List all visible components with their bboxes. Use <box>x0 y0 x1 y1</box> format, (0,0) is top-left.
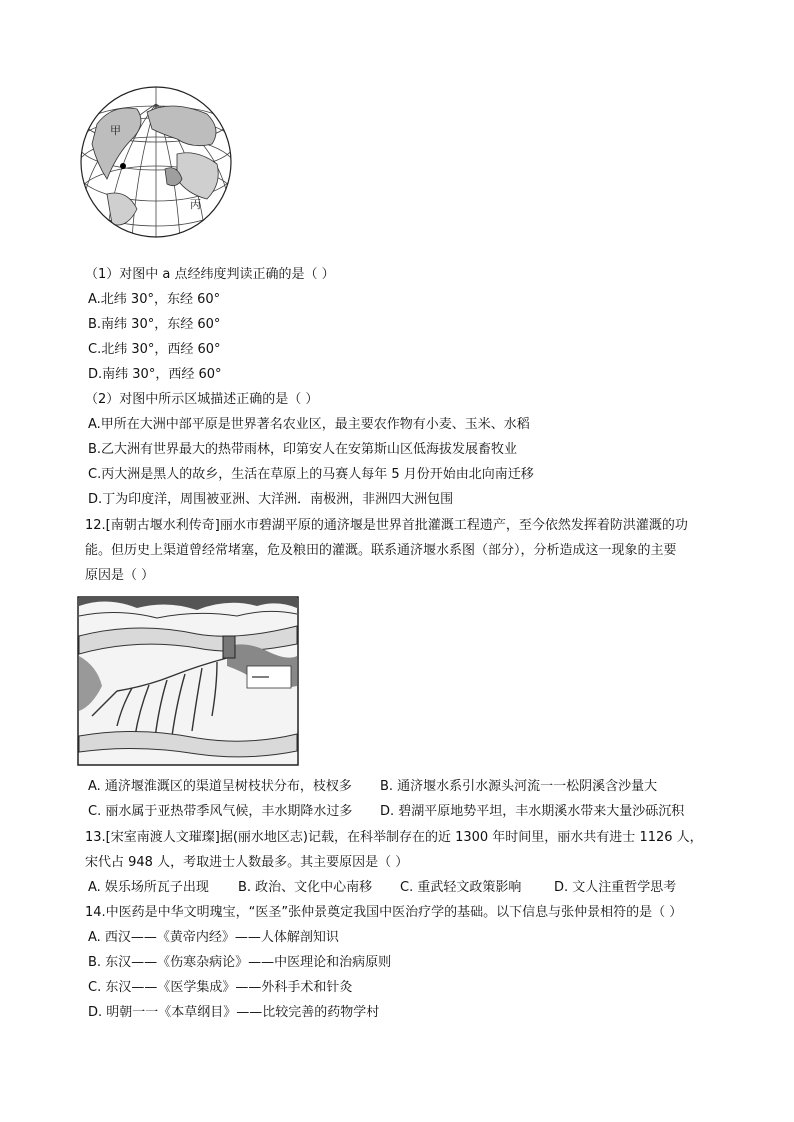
q11-sub2-option-b[interactable]: B.乙大洲有世界最大的热带雨林，印第安人在安第斯山区低海拔发展畜牧业 <box>88 442 518 457</box>
tongji-weir-water-system-map <box>77 596 299 766</box>
globe-label-jia: 甲 <box>110 124 121 137</box>
q12-option-c[interactable]: C. 丽水属于亚热带季风气候，丰水期降水过多 <box>88 804 353 819</box>
q11-sub2-question: （2）对图中所示区城描述正确的是（ ） <box>85 392 319 407</box>
q13-option-d[interactable]: D. 文人注重哲学思考 <box>554 880 677 895</box>
q14-option-c[interactable]: C. 东汉——《医学集成》——外科手术和针灸 <box>88 980 353 995</box>
q12-options-row2 <box>88 803 718 821</box>
q14-option-d[interactable]: D. 明朝一一《本草纲目》——比较完善的药物学村 <box>88 1005 380 1020</box>
q11-sub2-option-a[interactable]: A.甲所在大洲中部平原是世界著名农业区，最主要农作物有小麦、玉米、水稻 <box>88 417 530 432</box>
q13-stem-line2: 宋代占 948 人，考取进士人数最多。其主要原因是（ ） <box>85 855 409 870</box>
q13-option-b[interactable]: B. 政治、文化中心南移 <box>238 880 373 895</box>
q12-options-row1 <box>88 778 718 796</box>
q13-stem-line1: 13.[宋室南渡人文璀璨]据(丽水地区志)记载，在科举制存在的近 1300 年时间里，丽水共有进士 1126 人， <box>85 830 703 845</box>
globe-map-figure <box>77 84 235 240</box>
q14-option-a[interactable]: A. 西汉——《黄帝内经》——人体解剖知识 <box>88 930 339 945</box>
q12-stem-line3: 原因是（ ） <box>85 568 155 583</box>
q11-sub2-option-d[interactable]: D.丁为印度洋，周围被亚洲、大洋洲．南极洲，非洲四大洲包围 <box>88 492 454 507</box>
q14-stem: 14.中医药是中华文明瑰宝，“医圣”张仲景奠定我国中医治疗学的基础。以下信息与张仲景相符的是（ ） <box>85 905 683 920</box>
q11-sub1-option-c[interactable]: C.北纬 30°，西经 60° <box>88 342 221 357</box>
q11-sub1-question: （1）对图中 a 点经纬度判读正确的是（ ） <box>85 267 335 282</box>
q12-stem-line1: 12.[南朝古堰水利传奇]丽水市碧湖平原的通济堰是世界首批灌溉工程遗产，至今依然发挥着防洪灌溉的功 <box>85 518 688 533</box>
q13-option-a[interactable]: A. 娱乐场所瓦子出现 <box>88 880 209 895</box>
q13-option-c[interactable]: C. 重武轻文政策影响 <box>400 880 522 895</box>
q12-option-d[interactable]: D. 碧湖平原地势平坦，丰水期溪水带来大量沙砾沉积 <box>380 804 685 819</box>
q13-options-row <box>88 879 718 897</box>
q12-stem-line2: 能。但历史上渠道曾经常堵塞，危及粮田的灌溉。联系通济堰水系图（部分），分析造成这一现象的主要 <box>85 543 677 558</box>
q11-sub1-option-b[interactable]: B.南纬 30°，东经 60° <box>88 317 221 332</box>
q14-option-b[interactable]: B. 东汉——《伤寒杂病论》——中医理论和治病原则 <box>88 955 392 970</box>
q12-option-b[interactable]: B. 通济堰水系引水源头河流一一松阴溪含沙量大 <box>380 779 658 794</box>
q11-sub2-option-c[interactable]: C.丙大洲是黑人的故乡，生活在草原上的马赛人每年 5 月份开始由北向南迁移 <box>88 467 534 482</box>
q11-sub1-option-a[interactable]: A.北纬 30°，东经 60° <box>88 292 221 307</box>
globe-label-bing: 丙 <box>190 198 201 211</box>
q12-option-a[interactable]: A. 通济堰淮溉区的渠道呈树枝状分布，枝杈多 <box>88 779 352 794</box>
q11-sub1-option-d[interactable]: D.南纬 30°，西经 60° <box>88 367 222 382</box>
